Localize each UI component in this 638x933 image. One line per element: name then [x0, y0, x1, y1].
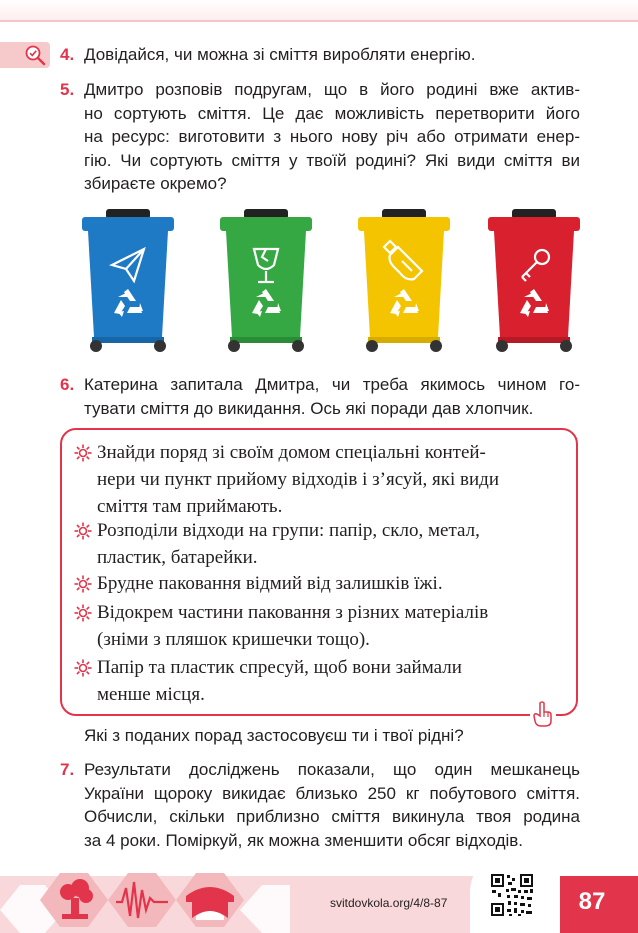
- tip-text-line: Брудне паковання відмий від залишків їжі.: [97, 573, 443, 594]
- task-text-line: Дмитро розповів подругам, що в його родині вже актив-: [84, 80, 580, 99]
- task-text-line: Результати досліджень показали, що один мешканець: [84, 760, 580, 779]
- qr-code-icon[interactable]: [490, 873, 534, 917]
- tip-text-line: нери чи пункт прийому відходів і з’ясуй, які види: [97, 468, 500, 490]
- task-5: [60, 78, 580, 198]
- red-bin: [484, 205, 584, 355]
- task-text-line: но сортують сміття. Це дає можливість перетворити його: [84, 103, 580, 123]
- task-text-line: гію. Чи сортують сміття у твоїй родині? Які види сміття ви: [84, 150, 580, 170]
- task-7: [60, 758, 580, 854]
- follow-up-question: Які з поданих порад застосовуєш ти і твої рідні?: [84, 726, 464, 745]
- bridge-icon: [186, 887, 234, 920]
- task-number: 7.: [60, 760, 75, 779]
- sun-bullet-icon: [74, 659, 92, 677]
- task-text-line: за 4 роки. Поміркуй, як можна зменшити обсяг відходів.: [84, 830, 524, 850]
- task-6: [60, 373, 580, 421]
- tip-text-line: менше місця.: [97, 683, 205, 705]
- task-text-line: Обчисли, скільки приблизно сміття викинула твоя родина: [84, 807, 580, 826]
- tip-text-line: Розподіли відходи на групи: папір, скло, метал,: [97, 520, 480, 541]
- task-number: 5.: [60, 80, 75, 99]
- task-text-line: України щороку викидає близько 250 кг побутового сміття.: [84, 783, 580, 803]
- resource-url[interactable]: svitdovkola.org/4/8-87: [330, 896, 448, 910]
- tip-text-line: Відокрем частини паковання з різних матеріалів: [97, 602, 489, 623]
- tip-text-line: Знайди поряд зі своїм домом спеціальні контей-: [97, 442, 486, 463]
- page-number: 87: [578, 888, 606, 915]
- sun-bullet-icon: [74, 604, 92, 622]
- task-text-line: на ресурс: виготовити з нього нову річ або отримати енер-: [84, 127, 580, 146]
- tip-text-line: сміття там приймають.: [97, 495, 283, 517]
- green-bin: [216, 205, 316, 355]
- sun-bullet-icon: [74, 522, 92, 540]
- task-text-line: збираєте окремо?: [84, 174, 227, 193]
- recycling-bins: [78, 205, 588, 355]
- task-text-line: тувати сміття до викидання. Ось які поради дав хлопчик.: [84, 398, 534, 418]
- magnifier-icon: [24, 44, 46, 66]
- tip-text-line: пластик, батарейки.: [97, 546, 258, 568]
- task-number: 6.: [60, 375, 75, 394]
- sun-bullet-icon: [74, 575, 92, 593]
- task-number: 4.: [60, 45, 75, 64]
- task-4: [60, 43, 580, 67]
- sun-bullet-icon: [74, 444, 92, 462]
- footer-hexagon-icons: [0, 860, 290, 933]
- top-border: [0, 0, 638, 22]
- blue-bin: [78, 205, 178, 355]
- tip-text-line: (зніми з пляшок кришечки тощо).: [97, 628, 370, 650]
- task-text: Довідайся, чи можна зі сміття виробляти енергію.: [84, 45, 476, 64]
- pointing-hand-icon: [530, 700, 556, 728]
- task-text-line: Катерина запитала Дмитра, чи треба якимось чином го-: [84, 375, 580, 394]
- yellow-bin: [354, 205, 454, 355]
- tip-text-line: Папір та пластик спресуй, щоб вони займали: [97, 657, 462, 678]
